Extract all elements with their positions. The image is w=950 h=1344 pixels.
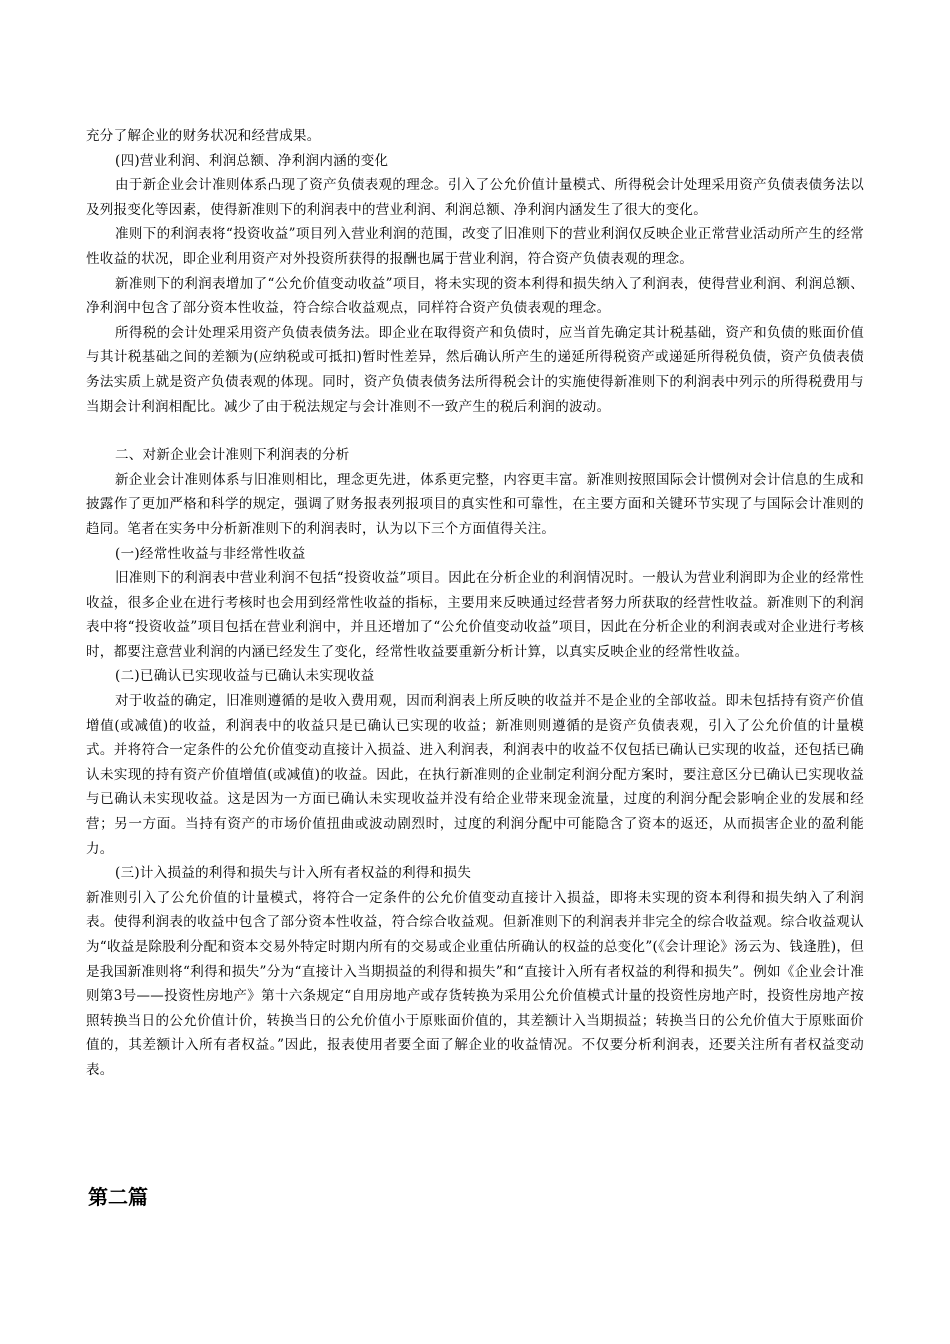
subheading-4: (四)营业利润、利润总额、净利润内涵的变化 xyxy=(115,152,389,169)
subheading-3: (三)计入损益的利得和损失与计入所有者权益的利得和损失 xyxy=(115,865,472,882)
paragraph: 新准则下的利润表增加了“公允价值变动收益”项目，将未实现的资本利得和损失纳入了利润表，使得营业利润、利润总额、净利润中包含了部分资本性收益，符合综合收益观点，同样符合资产负债表观的理念。 xyxy=(86,275,864,317)
document-body xyxy=(86,124,864,1083)
subheading-1: (一)经常性收益与非经常性收益 xyxy=(115,545,306,562)
paragraph: 旧准则下的利润表中营业利润不包括“投资收益”项目。因此在分析企业的利润情况时。一般认为营业利润即为企业的经常性收益，很多企业在进行考核时也会用到经常性收益的指标，主要用来反映通过经营者努力所获取的经营性收益。新准则下的利润表中将“投资收益”项目包括在营业利润中，并且还增加了“公允价值变动收益”项目，因此在分析企业的利润表或对企业进行考核时，都要注意营业利润的内涵已经发生了变化，经常性收益要重新分析计算，以真实反映企业的经常性收益。 xyxy=(86,570,864,660)
part-heading: 第二篇 xyxy=(88,1185,148,1209)
subheading-2: (二)已确认已实现收益与已确认未实现收益 xyxy=(115,668,375,685)
paragraph: 准则下的利润表将“投资收益”项目列入营业利润的范围，改变了旧准则下的营业利润仅反映企业正常营业活动所产生的经常性收益的状况，即企业利用资产对外投资所获得的报酬也属于营业利润，符合资产负债表观的理念。 xyxy=(86,226,864,267)
paragraph-continuation: 充分了解企业的财务状况和经营成果。 xyxy=(86,128,321,144)
paragraph: 由于新企业会计准则体系凸现了资产负债表观的理念。引入了公允价值计量模式、所得税会计处理采用资产负债表债务法以及列报变化等因素，使得新准则下的利润表中的营业利润、利润总额、净利润内涵发生了很大的变化。 xyxy=(86,177,864,218)
section-heading-2: 二、对新企业会计准则下利润表的分析 xyxy=(115,447,350,464)
spacer xyxy=(86,419,864,443)
paragraph: 所得税的会计处理采用资产负债表债务法。即企业在取得资产和负债时，应当首先确定其计税基础，资产和负债的账面价值与其计税基础之间的差额为(应纳税或可抵扣)暂时性差异，然后确认所产生的递延所得税资产或递延所得税负债，资产负债表债务法实质上就是资产负债表观的体现。同时，资产负债表债务法所得税会计的实施使得新准则下的利润表中列示的所得税费用与当期会计利润相配比。减少了由于税法规定与会计准则不一致产生的税后利润的波动。 xyxy=(86,324,864,415)
paragraph: 对于收益的确定，旧准则遵循的是收入费用观，因而利润表上所反映的收益并不是企业的全部收益。即未包括持有资产价值增值(或减值)的收益，利润表中的收益只是已确认已实现的收益；新准则则遵循的是资产负债表观，引入了公允价值的计量模式。并将符合一定条件的公允价值变动直接计入损益、进入利润表，利润表中的收益不仅包括已确认已实现的收益，还包括已确认未实现的持有资产价值增值(或减值)的收益。因此，在执行新准则的企业制定利润分配方案时，要注意区分已确认已实现收益与已确认未实现收益。这是因为一方面已确认未实现收益并没有给企业带来现金流量，过度的利润分配会影响企业的发展和经营；另一方面。当持有资产的市场价值扭曲或波动剧烈时，过度的利润分配中可能隐含了资本的返还，从而损害企业的盈利能力。 xyxy=(86,693,864,857)
paragraph: 新准则引入了公允价值的计量模式，将符合一定条件的公允价值变动直接计入损益，即将未实现的资本利得和损失纳入了利润表。使得利润表的收益中包含了部分资本性收益，符合综合收益观。但新准则下的利润表并非完全的综合收益观。综合收益观认为“收益是除股利分配和资本交易外特定时期内所有的交易或企业重估所确认的权益的总变化”(《会计理论》汤云为、钱逢胜)，但是我国新准则将“利得和损失”分为“直接计入当期损益的利得和损失”和“直接计入所有者权益的利得和损失”。例如《企业会计准则第3号——投资性房地产》第十六条规定“自用房地产或存货转换为采用公允价值模式计量的投资性房地产时，投资性房地产按照转换当日的公允价值计价，转换当日的公允价值小于原账面价值的，其差额计入当期损益；转换当日的公允价值大于原账面价值的，其差额计入所有者权益。”因此，报表使用者要全面了解企业的收益情况。不仅要分析利润表，还要关注所有者权益变动表。 xyxy=(86,889,864,1078)
paragraph: 新企业会计准则体系与旧准则相比，理念更先进，体系更完整，内容更丰富。新准则按照国际会计惯例对会计信息的生成和披露作了更加严格和科学的规定，强调了财务报表列报项目的真实性和可靠性，在主要方面和关键环节实现了与国际会计准则的趋同。笔者在实务中分析新准则下的利润表时，认为以下三个方面值得关注。 xyxy=(86,471,864,537)
